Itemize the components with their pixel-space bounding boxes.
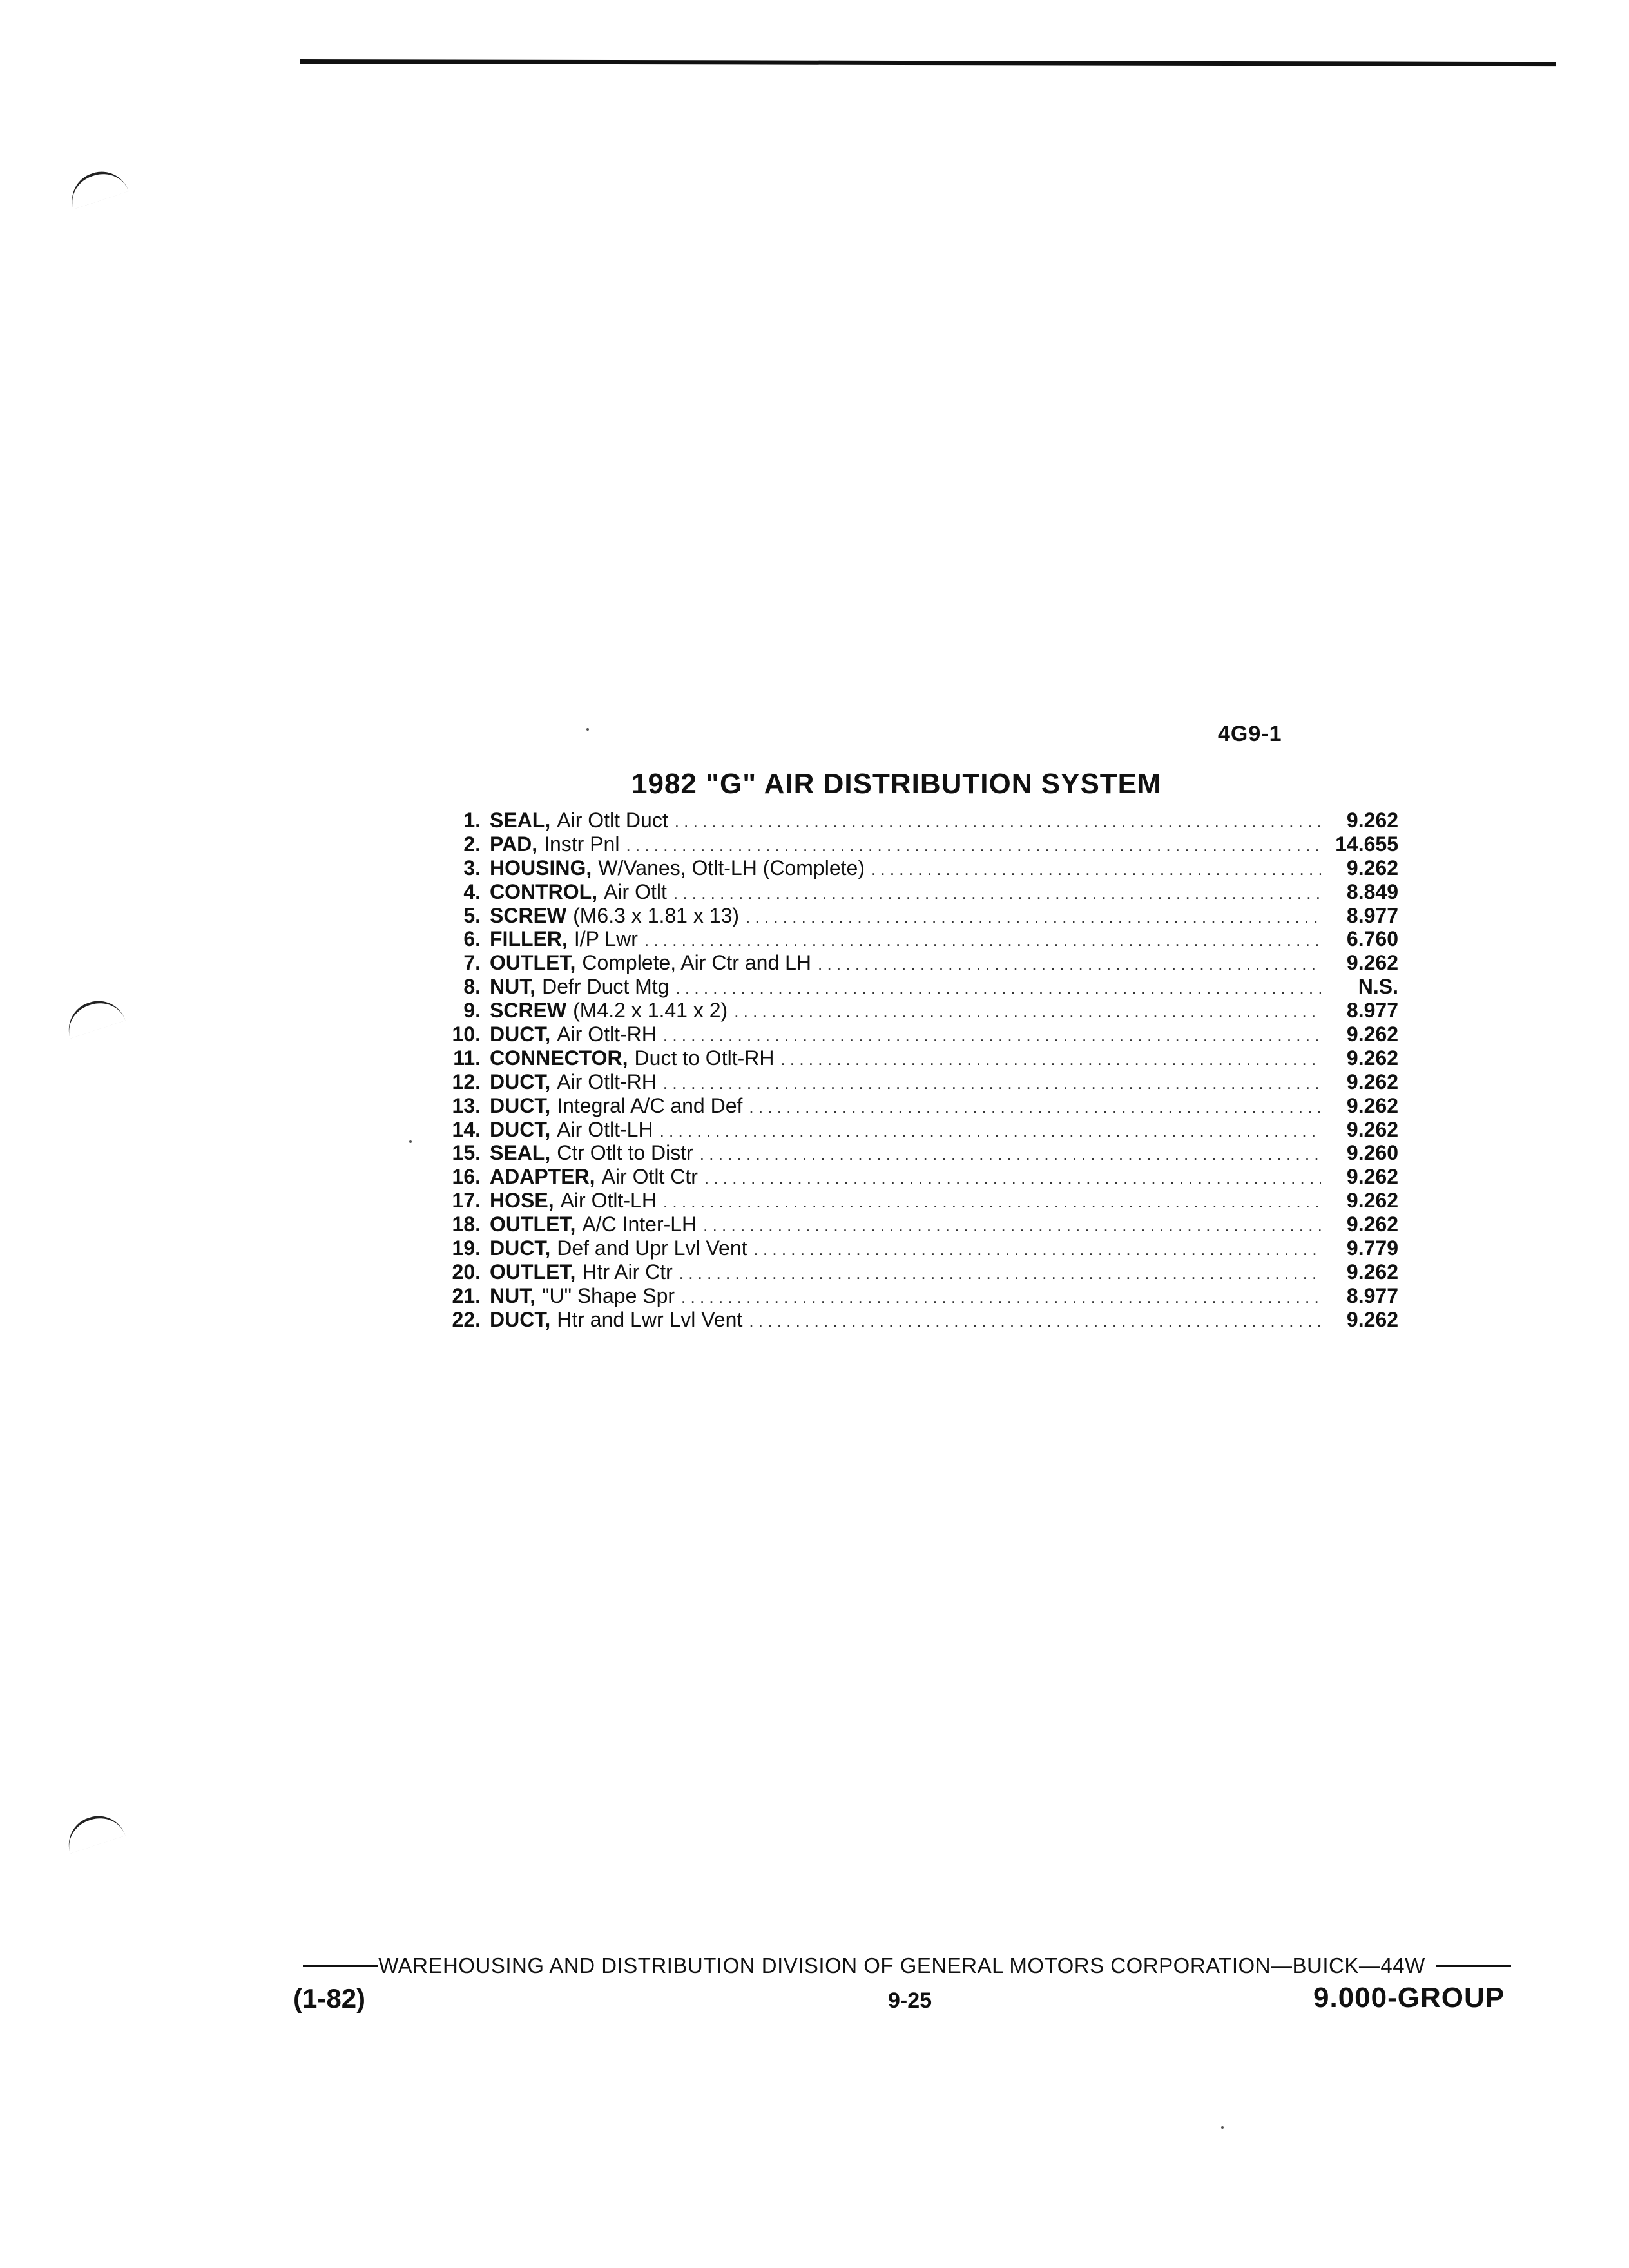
part-description: Defr Duct Mtg xyxy=(542,975,670,999)
speck xyxy=(1221,2126,1224,2129)
part-group-number: 9.260 xyxy=(1346,1141,1398,1165)
footer-division-text: WAREHOUSING AND DISTRIBUTION DIVISION OF GENERAL MOTORS CORPORATION—BUICK—44W xyxy=(378,1954,1425,1977)
part-row xyxy=(438,975,1398,999)
part-group-number: 9.262 xyxy=(1346,1165,1398,1189)
footer-date: (1-82) xyxy=(293,1983,366,2013)
part-description: Air Otlt xyxy=(604,879,667,903)
part-name: DUCT, xyxy=(490,1117,551,1141)
part-name: SCREW xyxy=(490,999,567,1023)
part-row xyxy=(438,904,1398,928)
part-description: Integral A/C and Def xyxy=(557,1093,743,1117)
part-name: OUTLET, xyxy=(490,1260,576,1283)
part-row xyxy=(438,1284,1398,1308)
part-number: 4. xyxy=(463,879,481,903)
part-description: Air Otlt-RH xyxy=(557,1070,657,1093)
part-name: SEAL, xyxy=(490,809,551,832)
part-description: Htr and Lwr Lvl Vent xyxy=(557,1307,743,1331)
part-name: DUCT, xyxy=(490,1093,551,1117)
footer-page-number: 9-25 xyxy=(888,1988,932,2013)
part-group-number: 9.262 xyxy=(1346,1117,1398,1141)
part-name: HOUSING, xyxy=(490,856,592,879)
part-number: 16. xyxy=(452,1165,481,1189)
part-row xyxy=(438,856,1398,880)
dot-leader xyxy=(780,1048,1321,1072)
dot-leader xyxy=(663,1024,1321,1048)
part-row xyxy=(438,1189,1398,1213)
part-row xyxy=(438,809,1398,832)
part-number: 19. xyxy=(452,1236,481,1260)
part-name: ADAPTER, xyxy=(490,1165,595,1189)
part-number: 7. xyxy=(463,951,481,975)
part-description: Htr Air Ctr xyxy=(582,1260,673,1283)
dot-leader xyxy=(704,1166,1321,1190)
part-group-number: 9.262 xyxy=(1346,1023,1398,1046)
part-row xyxy=(438,1070,1398,1094)
footer-division-line xyxy=(303,1954,1511,1978)
part-name: OUTLET, xyxy=(490,1213,576,1236)
part-group-number: 8.977 xyxy=(1346,999,1398,1023)
part-name: HOSE, xyxy=(490,1189,554,1213)
part-number: 3. xyxy=(463,856,481,879)
footer-rule-left xyxy=(303,1965,378,1967)
part-description: Air Otlt-LH xyxy=(560,1189,657,1213)
part-number: 8. xyxy=(463,975,481,999)
footer-rule-right xyxy=(1436,1965,1511,1967)
part-number: 14. xyxy=(452,1117,481,1141)
part-description: I/P Lwr xyxy=(574,927,638,951)
part-number: 21. xyxy=(452,1283,481,1307)
part-number: 15. xyxy=(452,1141,481,1165)
part-description: A/C Inter-LH xyxy=(582,1213,697,1236)
dot-leader xyxy=(746,905,1321,929)
dot-leader xyxy=(681,1285,1321,1309)
binder-punch-mark-top xyxy=(64,164,128,209)
part-description: Duct to Otlt-RH xyxy=(634,1046,775,1070)
part-description: Def and Upr Lvl Vent xyxy=(557,1236,747,1260)
part-number: 11. xyxy=(453,1046,481,1070)
dot-leader xyxy=(660,1119,1321,1143)
part-row xyxy=(438,1023,1398,1046)
part-description: Instr Pnl xyxy=(544,832,620,856)
part-row xyxy=(438,880,1398,904)
part-number: 2. xyxy=(463,832,481,856)
part-group-number: 9.262 xyxy=(1346,1189,1398,1213)
part-group-number: 9.262 xyxy=(1346,1260,1398,1283)
part-description: Ctr Otlt to Distr xyxy=(557,1141,693,1165)
part-number: 10. xyxy=(452,1023,481,1046)
part-group-number: 8.977 xyxy=(1346,903,1398,927)
part-row xyxy=(438,1046,1398,1070)
part-name: NUT, xyxy=(490,1283,536,1307)
part-name: SCREW xyxy=(490,903,567,927)
footer-group-number: 9.000-GROUP xyxy=(1313,1982,1505,2013)
part-group-number: 9.262 xyxy=(1346,1070,1398,1093)
dot-leader xyxy=(679,1262,1321,1285)
page-title: 1982 "G" AIR DISTRIBUTION SYSTEM xyxy=(631,768,1162,800)
part-name: FILLER, xyxy=(490,927,568,951)
part-group-number: 9.262 xyxy=(1346,809,1398,832)
part-name: OUTLET, xyxy=(490,951,576,975)
part-row xyxy=(438,999,1398,1023)
part-number: 9. xyxy=(463,999,481,1023)
part-group-number: 9.262 xyxy=(1346,951,1398,975)
dot-leader xyxy=(749,1309,1321,1333)
part-group-number: 9.262 xyxy=(1346,1307,1398,1331)
part-name: DUCT, xyxy=(490,1023,551,1046)
dot-leader xyxy=(663,1190,1321,1214)
part-group-number: 9.779 xyxy=(1346,1236,1398,1260)
part-name: SEAL, xyxy=(490,1141,551,1165)
dot-leader xyxy=(675,810,1321,834)
part-group-number: 9.262 xyxy=(1346,856,1398,879)
dot-leader xyxy=(871,858,1321,881)
part-group-number: N.S. xyxy=(1358,975,1398,999)
dot-leader xyxy=(626,834,1321,858)
part-name: CONTROL, xyxy=(490,879,598,903)
binder-punch-mark-bottom xyxy=(61,1809,125,1854)
dot-leader xyxy=(754,1238,1322,1262)
speck xyxy=(409,1140,412,1143)
dot-leader xyxy=(749,1095,1321,1119)
part-row xyxy=(438,1260,1398,1284)
part-number: 5. xyxy=(463,903,481,927)
part-name: DUCT, xyxy=(490,1070,551,1093)
parts-list xyxy=(438,809,1398,1332)
part-number: 18. xyxy=(452,1213,481,1236)
part-name: CONNECTOR, xyxy=(490,1046,628,1070)
dot-leader xyxy=(734,1000,1321,1024)
dot-leader xyxy=(703,1214,1321,1238)
part-row xyxy=(438,1165,1398,1189)
part-description: Air Otlt Duct xyxy=(557,809,668,832)
part-row xyxy=(438,1236,1398,1260)
part-row xyxy=(438,951,1398,975)
part-row xyxy=(438,1094,1398,1118)
part-group-number: 9.262 xyxy=(1346,1213,1398,1236)
part-row xyxy=(438,1213,1398,1236)
part-row xyxy=(438,1141,1398,1165)
part-number: 17. xyxy=(452,1189,481,1213)
speck xyxy=(586,728,589,731)
part-name: PAD, xyxy=(490,832,538,856)
part-group-number: 14.655 xyxy=(1335,832,1398,856)
part-description: Air Otlt Ctr xyxy=(601,1165,698,1189)
part-number: 1. xyxy=(463,809,481,832)
dot-leader xyxy=(700,1142,1321,1166)
dot-leader xyxy=(818,952,1321,976)
part-row xyxy=(438,927,1398,951)
part-group-number: 8.977 xyxy=(1346,1283,1398,1307)
part-number: 13. xyxy=(452,1093,481,1117)
part-group-number: 9.262 xyxy=(1346,1046,1398,1070)
part-name: DUCT, xyxy=(490,1307,551,1331)
page-id: 4G9-1 xyxy=(1218,722,1282,746)
part-description: "U" Shape Spr xyxy=(542,1283,675,1307)
part-name: DUCT, xyxy=(490,1236,551,1260)
dot-leader xyxy=(675,976,1321,1000)
part-row xyxy=(438,1118,1398,1142)
part-number: 6. xyxy=(463,927,481,951)
part-number: 22. xyxy=(452,1307,481,1331)
part-name: NUT, xyxy=(490,975,536,999)
part-group-number: 9.262 xyxy=(1346,1093,1398,1117)
part-number: 20. xyxy=(452,1260,481,1283)
part-row xyxy=(438,832,1398,856)
dot-leader xyxy=(673,881,1321,905)
top-rule xyxy=(300,59,1556,66)
part-group-number: 8.849 xyxy=(1346,879,1398,903)
part-description: Complete, Air Ctr and LH xyxy=(582,951,812,975)
part-group-number: 6.760 xyxy=(1346,927,1398,951)
part-description: W/Vanes, Otlt-LH (Complete) xyxy=(598,856,865,879)
part-description: (M4.2 x 1.41 x 2) xyxy=(573,999,728,1023)
dot-leader xyxy=(663,1072,1321,1095)
part-number: 12. xyxy=(452,1070,481,1093)
part-description: Air Otlt-LH xyxy=(557,1117,653,1141)
part-description: Air Otlt-RH xyxy=(557,1023,657,1046)
dot-leader xyxy=(644,928,1321,952)
binder-punch-mark-middle xyxy=(61,994,125,1039)
part-description: (M6.3 x 1.81 x 13) xyxy=(573,903,739,927)
part-row xyxy=(438,1308,1398,1332)
